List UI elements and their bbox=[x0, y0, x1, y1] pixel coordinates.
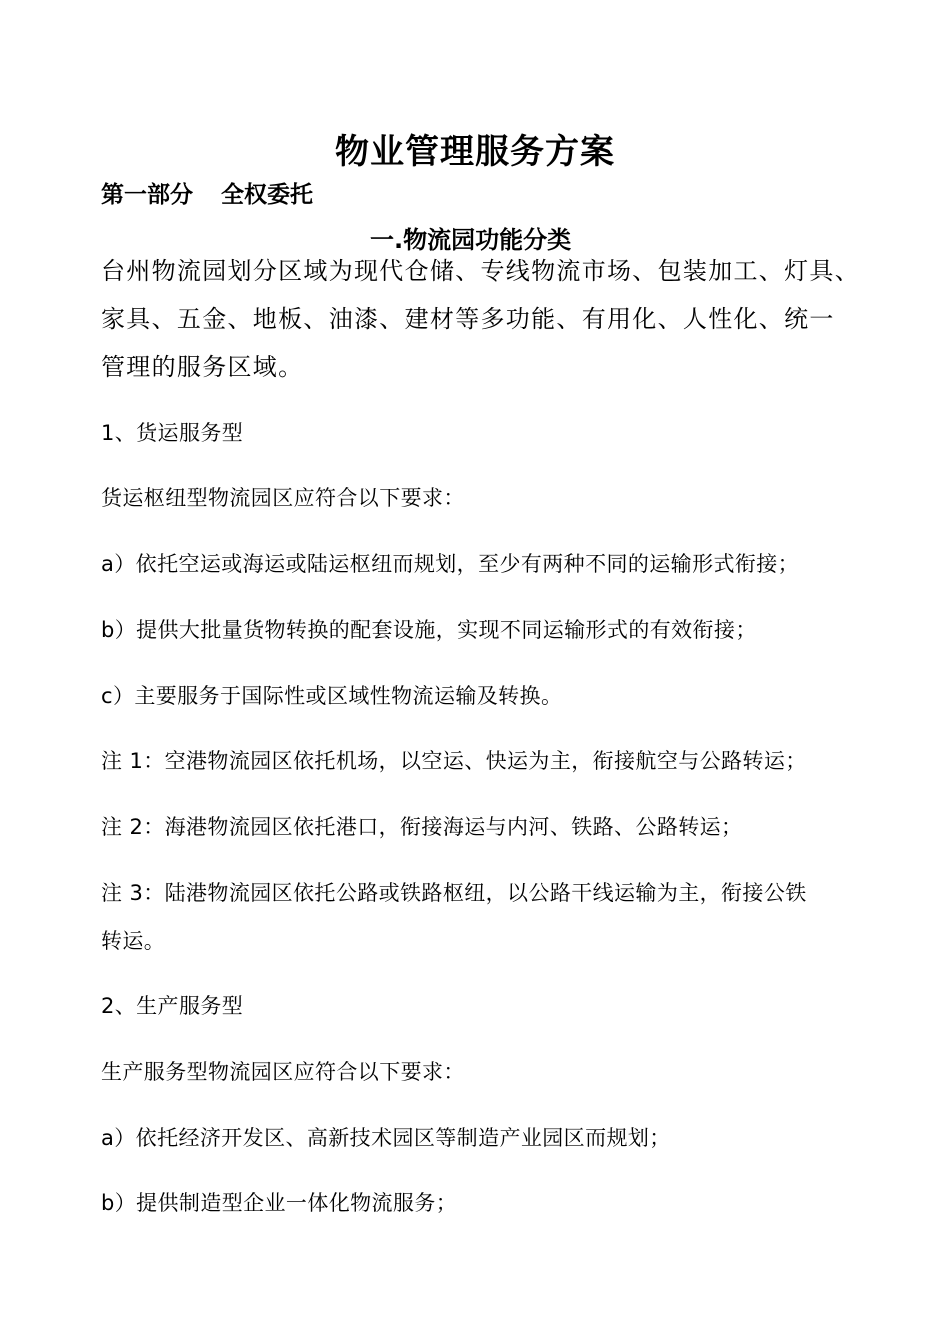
body-line: 生产服务型物流园区应符合以下要求： bbox=[101, 1060, 465, 1084]
document-title: 物业管理服务方案 bbox=[335, 132, 615, 172]
note-line: 注 1：空港物流园区依托机场，以空运、快运为主，衔接航空与公路转运； bbox=[101, 749, 807, 773]
intro-line: 台州物流园划分区域为现代仓储、专线物流市场、包装加工、灯具、 bbox=[101, 257, 860, 285]
list-item: b）提供制造型企业一体化物流服务； bbox=[101, 1191, 458, 1215]
list-item: b）提供大批量货物转换的配套设施，实现不同运输形式的有效衔接； bbox=[101, 618, 757, 642]
note-line: 注 2：海港物流园区依托港口，衔接海运与内河、铁路、公路转运； bbox=[101, 815, 743, 839]
part-heading-name: 全权委托 bbox=[221, 182, 313, 208]
part-heading bbox=[101, 176, 313, 209]
list-item: a）依托空运或海运或陆运枢纽而规划，至少有两种不同的运输形式衔接； bbox=[101, 552, 800, 576]
body-line: 货运枢纽型物流园区应符合以下要求： bbox=[101, 486, 465, 510]
section-heading: 一.物流园功能分类 bbox=[370, 226, 572, 254]
intro-line: 管理的服务区域。 bbox=[101, 353, 304, 381]
subsection-heading: 2、生产服务型 bbox=[101, 994, 244, 1018]
part-heading-label: 第一部分 bbox=[101, 182, 193, 208]
note-line: 注 3：陆港物流园区依托公路或铁路枢纽，以公路干线运输为主，衔接公铁 bbox=[101, 881, 807, 905]
subsection-heading: 1、货运服务型 bbox=[101, 421, 244, 445]
intro-line: 家具、五金、地板、油漆、建材等多功能、有用化、人性化、统一 bbox=[101, 305, 835, 333]
list-item: a）依托经济开发区、高新技术园区等制造产业园区而规划； bbox=[101, 1126, 671, 1150]
list-item: c）主要服务于国际性或区域性物流运输及转换。 bbox=[101, 684, 563, 708]
note-line-continuation: 转运。 bbox=[101, 929, 166, 953]
